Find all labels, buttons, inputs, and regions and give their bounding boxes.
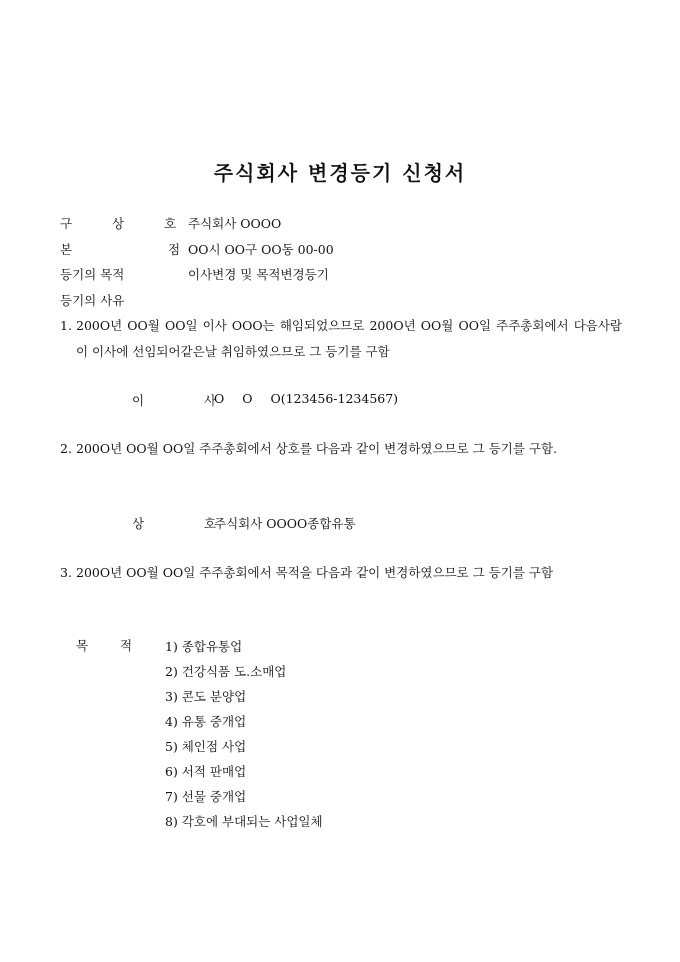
list-item: 2) 건강식품 도.소매업 [165,664,287,679]
list-item: 3) 콘도 분양업 [165,689,247,704]
header-label-head-office: 본 점 [60,242,227,257]
list-item: 1) 종합유통업 [165,639,243,654]
header-label-purpose: 등기의 목적 [60,267,125,282]
section-1-detail-value: O O O(123456-1234567) [214,391,399,406]
header-value-old-trade-name: 주식회사 OOOO [188,216,282,231]
list-item: 6) 서적 판매업 [165,764,247,779]
header-label-text: 구 상 호 [60,216,195,231]
header-label-old-trade-name [60,216,195,232]
section-number: 3. [60,565,72,580]
section-1-detail-label: 이 사 [132,393,245,408]
section-2-detail-label: 상 호 [132,516,245,531]
section-text: 200O년 OO월 OO일 주주총회에서 목적을 다음과 같이 변경하였으므로 그 등기를 구함 [76,565,554,580]
list-item: 7) 선물 중개업 [165,789,247,804]
purpose-list [165,634,323,834]
list-item: 5) 체인점 사업 [165,739,247,754]
document-title: 주식회사 변경등기 신청서 [213,161,467,185]
list-item: 4) 유통 중개업 [165,714,247,729]
section-text: 200O년 OO월 OO일 주주총회에서 상호를 다음과 같이 변경하였으므로 그 등기를 구함. [76,441,558,456]
header-value-head-office: OO시 OO구 OO동 00-00 [188,242,334,257]
header-label-reason: 등기의 사유 [60,293,125,308]
section-2 [60,436,622,462]
section-3 [60,560,622,586]
section-2-detail-value: 주식회사 OOOO종합유통 [214,516,356,531]
section-text: 200O년 OO월 OO일 이사 OOO는 해임되었으므로 200O년 OO월 OO일 주주총회에서 다음사람이 이사에 선임되어같은날 취임하였으므로 그 등기를 구함 [76,318,622,359]
section-number: 1. [60,318,72,333]
section-3-detail-label: 목 적 [76,638,147,653]
list-item: 8) 각호에 부대되는 사업일체 [165,814,323,829]
header-value-purpose: 이사변경 및 목적변경등기 [188,267,329,282]
section-1 [60,313,622,365]
section-number: 2. [60,441,72,456]
